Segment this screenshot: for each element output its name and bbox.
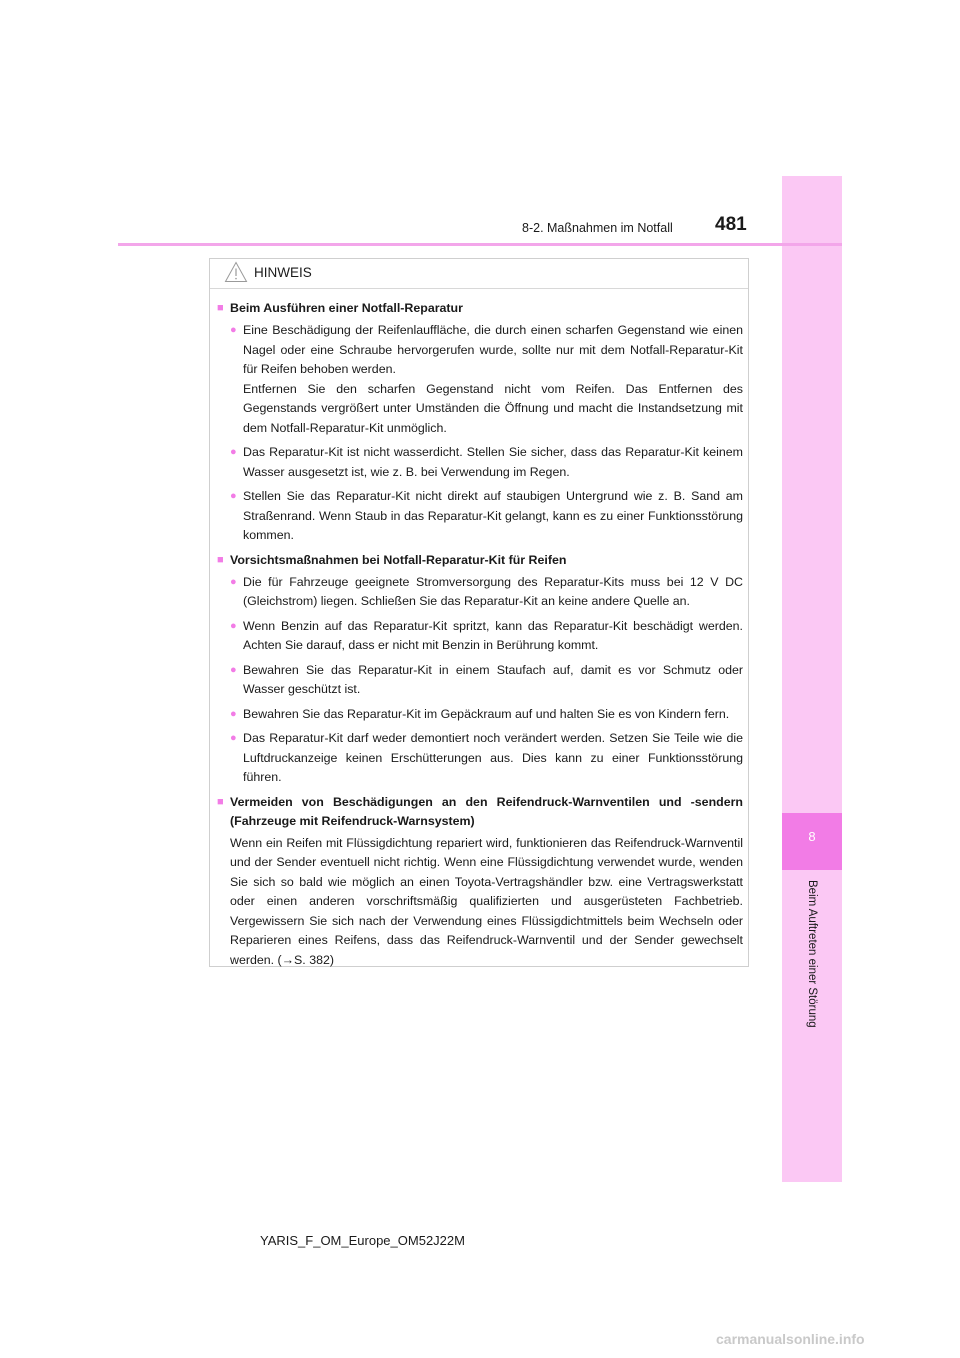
notice-body <box>210 299 750 974</box>
square-bullet-icon: ■ <box>217 553 224 566</box>
section-heading-text: Beim Ausführen einer Notfall-Reparatur <box>230 301 463 315</box>
section-title: 8-2. Maßnahmen im Notfall <box>522 221 673 235</box>
warning-triangle-icon <box>224 261 248 283</box>
header-divider <box>118 243 842 246</box>
chapter-number: 8 <box>808 829 816 844</box>
bullet-text: Das Reparatur-Kit darf weder demontiert noch verändert werden. Setzen Sie Teile wie die Luftdruckanzeige keinen Erschütterungen aus. Dies kann zu einer Funktionsstörung führen. <box>243 731 743 784</box>
chapter-tab[interactable] <box>782 813 842 870</box>
round-bullet-icon: ● <box>230 619 237 632</box>
notice-header <box>210 259 748 289</box>
section-heading-text: Vermeiden von Beschädigungen an den Reifendruck-Warnventilen und -sendern (Fahrzeuge mit Reifendruck-Warnsystem) <box>230 794 743 828</box>
round-bullet-icon: ● <box>230 663 237 676</box>
bullet-item <box>217 661 743 700</box>
section-heading-text: Vorsichtsmaßnahmen bei Notfall-Reparatur-Kit für Reifen <box>230 552 567 567</box>
round-bullet-icon: ● <box>230 324 237 336</box>
notice-title: HINWEIS <box>254 265 312 280</box>
bullet-text: Stellen Sie das Reparatur-Kit nicht direkt auf staubigen Untergrund wie z. B. Sand am Straßenrand. Wenn Staub in das Reparatur-Kit gelangt, kann es zu einer Funktionsstörung kommen. <box>243 489 743 542</box>
section-heading <box>217 299 743 318</box>
round-bullet-icon: ● <box>230 446 237 458</box>
section-heading <box>217 793 743 831</box>
square-bullet-icon: ■ <box>217 795 224 808</box>
bullet-text: Das Reparatur-Kit ist nicht wasserdicht. Stellen Sie sicher, dass das Reparatur-Kit keinem Wasser ausgesetzt ist, wie z. B. bei Verwendung im Regen. <box>243 445 743 479</box>
square-bullet-icon: ■ <box>217 302 224 314</box>
round-bullet-icon: ● <box>230 732 237 744</box>
watermark: carmanualsonline.info <box>716 1331 865 1347</box>
notice-section <box>217 793 743 971</box>
section-heading <box>217 551 743 570</box>
round-bullet-icon: ● <box>230 575 237 588</box>
document-code: YARIS_F_OM_Europe_OM52J22M <box>260 1233 465 1248</box>
page-number: 481 <box>715 214 747 235</box>
chapter-title: Beim Auftreten einer Störung <box>806 880 818 1028</box>
bullet-item <box>217 573 743 612</box>
notice-section <box>217 551 743 788</box>
bullet-item <box>217 321 743 438</box>
bullet-text: Bewahren Sie das Reparatur-Kit im Gepäckraum auf und halten Sie es von Kindern fern. <box>243 706 730 721</box>
notice-box <box>209 258 749 967</box>
bullet-item <box>217 617 743 656</box>
bullet-item <box>217 729 743 788</box>
notice-section <box>217 299 743 546</box>
bullet-text: Bewahren Sie das Reparatur-Kit in einem Staufach auf, damit es vor Schmutz oder Wasser geschützt ist. <box>243 662 743 696</box>
bullet-item <box>217 443 743 482</box>
bullet-item <box>217 705 743 725</box>
bullet-text: Eine Beschädigung der Reifenlauffläche, die durch einen scharfen Gegenstand wie einen Nagel oder eine Schraube hervorgerufen wurde, sollte nur mit dem Notfall-Reparatur-Kit für Reifen behoben werden. Entfernen Sie den scharfen Gegenstand nicht vom Reifen. Das Entfernen des Gegenstands vergrößert unter Umständen die Öffnung und macht die Instandsetzung mit dem Notfall-Reparatur-Kit unmöglich. <box>243 323 743 435</box>
round-bullet-icon: ● <box>230 490 237 502</box>
section-paragraph: Wenn ein Reifen mit Flüssigdichtung repariert wird, funktionieren das Reifendruck-Warnventil und der Sender eventuell nicht richtig. Wenn eine Flüssigdichtung verwendet wurde, wenden Sie sich so bald wie möglich an einen Toyota-Vertragshändler bzw. eine Vertragswerkstatt oder einen anderen vorschriftsmäßig qualifizierten und ausgerüsteten Fachbetrieb. Vergewissern Sie sich nach der Verwendung eines Flüssigdichtmittels beim Wechseln oder Reparieren eines Reifens, dass das Reifendruck-Warnventil und der Sender gewechselt werden. (→S. 382) <box>230 835 743 967</box>
bullet-text: Wenn Benzin auf das Reparatur-Kit spritzt, kann das Reparatur-Kit beschädigt werden. Achten Sie darauf, dass er nicht mit Benzin in Berührung kommt. <box>243 618 743 652</box>
bullet-item <box>217 487 743 546</box>
round-bullet-icon: ● <box>230 707 237 720</box>
bullet-text: Die für Fahrzeuge geeignete Stromversorgung des Reparatur-Kits muss bei 12 V DC (Gleichstrom) liegen. Schließen Sie das Reparatur-Kit an keine andere Quelle an. <box>243 574 743 608</box>
